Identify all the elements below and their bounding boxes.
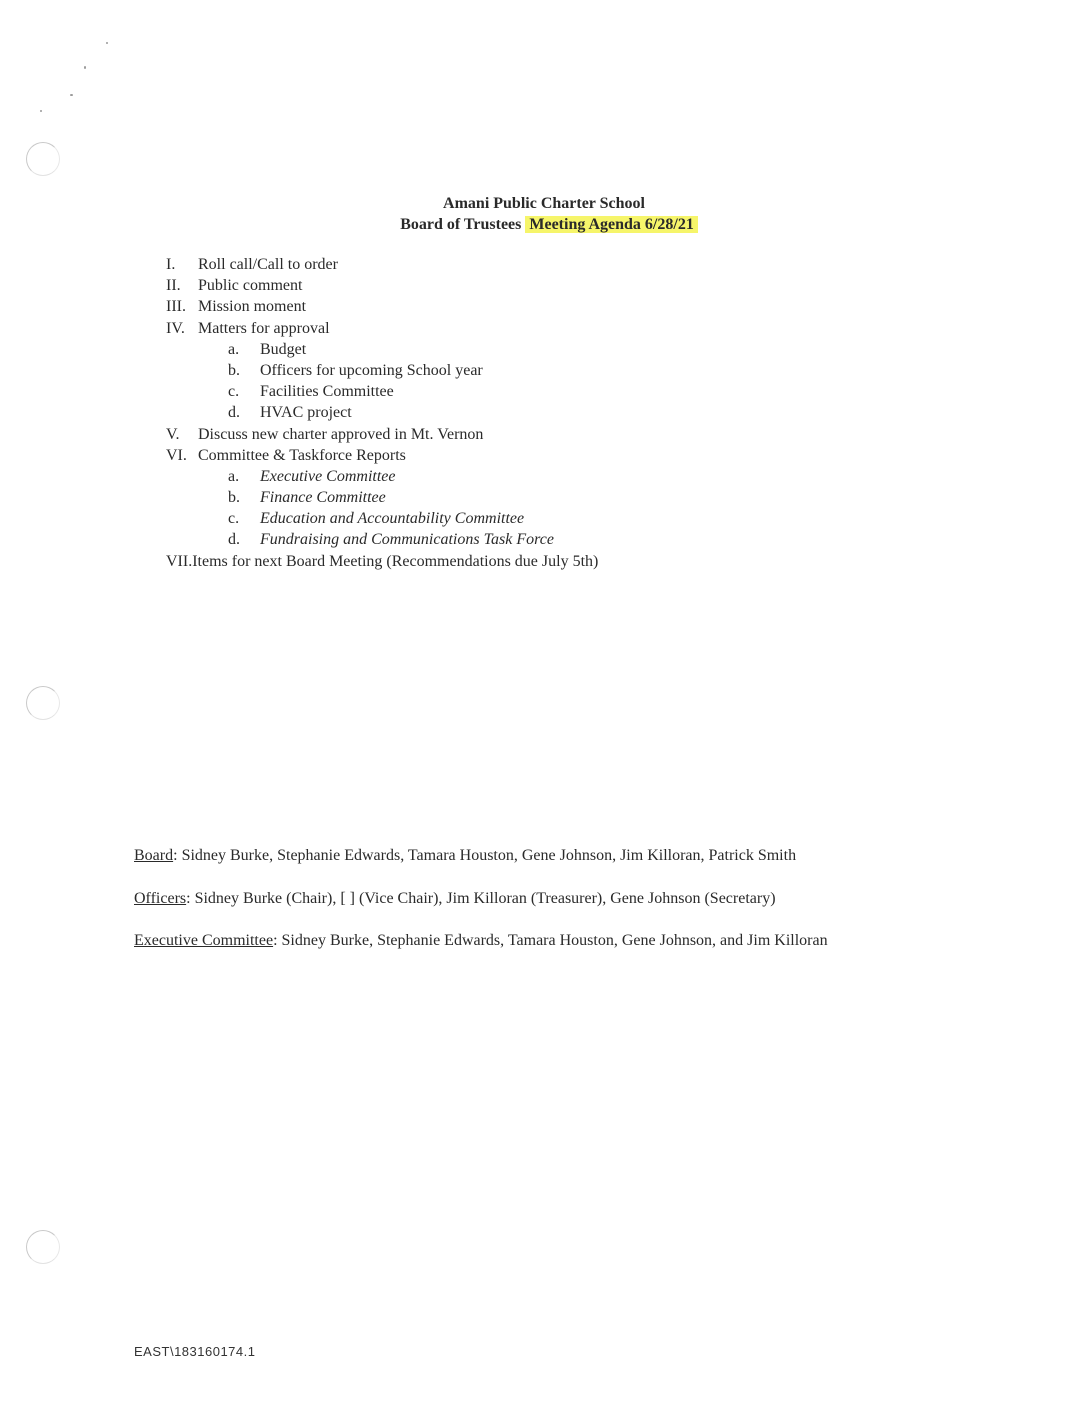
agenda-item-number: II. — [166, 277, 181, 295]
agenda-item-text: Mission moment — [198, 298, 307, 316]
agenda-item-text: Matters for approval — [198, 319, 330, 337]
meeting-title — [0, 214, 1088, 235]
punch-hole-bottom — [26, 1230, 60, 1264]
subitem-letter: b. — [228, 361, 240, 379]
agenda-item-number: V. — [166, 425, 180, 443]
document-id: EAST\183160174.1 — [134, 1344, 256, 1359]
subitem-text: Fundraising and Communications Task Force — [260, 531, 554, 549]
board-names: Sidney Burke, Stephanie Edwards, Tamara Houston, Gene Johnson, Jim Killoran, Patrick Smith — [181, 847, 797, 864]
highlighted-meeting-title: Meeting Agenda 6/28/21 — [525, 216, 697, 233]
school-name: Amani Public Charter School — [443, 195, 645, 212]
agenda-item — [166, 318, 598, 339]
agenda-subitem — [166, 360, 598, 381]
agenda-subitem — [166, 529, 598, 550]
agenda-subitem — [166, 402, 598, 423]
agenda-subitem — [166, 487, 598, 508]
executive-committee-label: Executive Committee — [134, 932, 274, 949]
agenda-subitem — [166, 381, 598, 402]
agenda-item — [166, 551, 598, 572]
scan-speck — [40, 110, 42, 112]
scan-speck — [84, 66, 86, 69]
agenda-item-text: Committee & Taskforce Reports — [198, 446, 406, 464]
subitem-letter: d. — [228, 531, 240, 549]
agenda-item-text: Roll call/Call to order — [198, 256, 338, 273]
subitem-text: HVAC project — [260, 404, 352, 422]
executive-committee-roster: Executive Committee: Sidney Burke, Stephanie Edwards, Tamara Houston, Gene Johnson, and Jim Killoran — [134, 932, 828, 949]
agenda-item-text: Public comment — [198, 277, 303, 295]
agenda-item-number: III. — [166, 298, 186, 316]
punch-hole-middle — [26, 686, 60, 720]
subitem-letter: a. — [228, 467, 240, 485]
agenda-item-text: Items for next Board Meeting (Recommendations due July 5th) — [192, 552, 599, 570]
agenda-item-number: VII. — [166, 552, 193, 570]
agenda-item-text: Discuss new charter approved in Mt. Vernon — [198, 425, 484, 443]
agenda-item-number: IV. — [166, 319, 185, 337]
agenda-item-number: I. — [166, 256, 176, 273]
subitem-letter: a. — [228, 340, 240, 358]
scan-speck — [70, 94, 73, 96]
executive-committee-names: Sidney Burke, Stephanie Edwards, Tamara Houston, Gene Johnson, and Jim Killoran — [281, 932, 828, 949]
officers-names: Sidney Burke (Chair), [ ] (Vice Chair), Jim Killoran (Treasurer), Gene Johnson (Secretary) — [194, 890, 776, 907]
agenda-item-number: VI. — [166, 446, 187, 464]
subitem-letter: b. — [228, 489, 240, 507]
scan-speck — [106, 42, 108, 44]
agenda-item — [166, 424, 598, 445]
board-label: Board — [134, 847, 174, 864]
punch-hole-top — [26, 142, 60, 176]
agenda-item — [166, 445, 598, 466]
agenda-subitem — [166, 508, 598, 529]
subitem-text: Education and Accountability Committee — [260, 510, 525, 528]
subitem-letter: d. — [228, 404, 240, 422]
officers-roster: Officers: Sidney Burke (Chair), [ ] (Vice Chair), Jim Killoran (Treasurer), Gene Johnson (Secretary) — [134, 890, 776, 907]
subitem-text: Facilities Committee — [260, 383, 394, 401]
agenda-subitem — [166, 339, 598, 360]
document-title — [0, 193, 1088, 235]
subitem-text: Executive Committee — [260, 467, 396, 485]
subitem-letter: c. — [228, 383, 240, 401]
board-roster: Board: Sidney Burke, Stephanie Edwards, Tamara Houston, Gene Johnson, Jim Killoran, Patrick Smith — [134, 847, 797, 864]
agenda-item — [166, 296, 598, 317]
agenda-list — [166, 254, 598, 572]
subitem-text: Finance Committee — [260, 489, 386, 507]
subitem-text: Budget — [260, 340, 307, 358]
agenda-item — [166, 254, 598, 275]
subitem-letter: c. — [228, 510, 240, 528]
subitem-text: Officers for upcoming School year — [260, 361, 483, 379]
board-prefix: Board of Trustees — [400, 216, 522, 233]
agenda-item — [166, 275, 598, 296]
agenda-subitem — [166, 466, 598, 487]
officers-label: Officers — [134, 890, 187, 907]
